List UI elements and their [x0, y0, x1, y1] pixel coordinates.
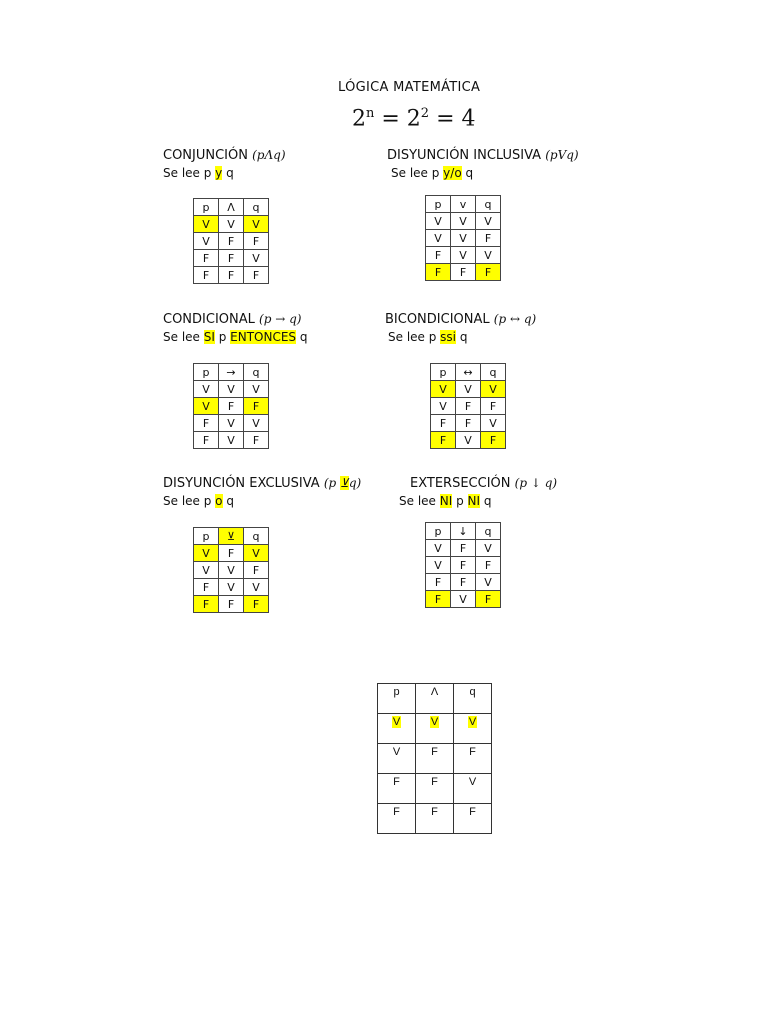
table-cell: V — [219, 579, 244, 596]
reading-prefix: Se lee p — [388, 330, 441, 344]
table-cell: F — [481, 432, 506, 449]
table-row — [378, 714, 492, 744]
cell-text: Λ — [430, 686, 439, 698]
table-cell: V — [244, 216, 269, 233]
table-cell: V — [456, 432, 481, 449]
table-cell: F — [244, 562, 269, 579]
table-cell — [416, 714, 454, 744]
table-row — [426, 264, 501, 281]
cell-text: F — [469, 806, 476, 818]
disyuncion-inclusiva-symbol: (pVq) — [545, 148, 579, 162]
table-cell: V — [426, 230, 451, 247]
table-cell — [454, 714, 492, 744]
page-title: LÓGICA MATEMÁTICA — [338, 80, 481, 95]
table-cell: p — [194, 528, 219, 545]
reading-mid: p — [214, 330, 231, 344]
table-row — [378, 804, 492, 834]
table-cell — [454, 684, 492, 714]
table-row — [194, 545, 269, 562]
table-cell: F — [219, 233, 244, 250]
reading-suffix: q — [461, 166, 474, 180]
table-cell: F — [219, 545, 244, 562]
table-cell: p — [194, 364, 219, 381]
table-cell: F — [194, 267, 219, 284]
table-cell: V — [244, 545, 269, 562]
bicondicional-reading — [388, 330, 467, 344]
table-cell: F — [456, 415, 481, 432]
table-cell: p — [426, 196, 451, 213]
table-row — [431, 415, 506, 432]
symbol-suffix: q) — [348, 476, 362, 490]
cell-text: p — [393, 686, 400, 698]
disyuncion-exclusiva-title — [163, 476, 361, 491]
bottom-truth-table — [377, 683, 492, 834]
table-cell: V — [481, 381, 506, 398]
cell-text: F — [431, 746, 438, 758]
table-cell: F — [456, 398, 481, 415]
table-cell: V — [194, 562, 219, 579]
table-cell — [454, 744, 492, 774]
table-cell: V — [219, 381, 244, 398]
table-cell: V — [219, 415, 244, 432]
table-cell — [378, 804, 416, 834]
disyuncion-inclusiva-name: DISYUNCIÓN INCLUSIVA — [387, 148, 542, 163]
table-cell: F — [194, 579, 219, 596]
reading-suffix: q — [222, 494, 234, 508]
disyuncion-exclusiva-symbol — [324, 476, 361, 490]
table-cell: V — [451, 247, 476, 264]
table-cell: ↓ — [451, 523, 476, 540]
table-cell: Λ — [219, 199, 244, 216]
table-cell — [378, 774, 416, 804]
extersecion-symbol: (p ↓ q) — [514, 476, 558, 490]
formula-exp-n: n — [366, 106, 375, 121]
condicional-reading — [163, 330, 307, 344]
table-cell: p — [426, 523, 451, 540]
table-cell: V — [431, 381, 456, 398]
table-row — [194, 579, 269, 596]
reading-suffix: q — [456, 330, 468, 344]
table-cell: V — [244, 415, 269, 432]
table-cell: → — [219, 364, 244, 381]
table-row — [194, 432, 269, 449]
bicondicional-title — [385, 312, 536, 327]
extersecion-name: EXTERSECCIÓN — [410, 476, 511, 491]
table-header-row — [431, 364, 506, 381]
cell-text: V — [430, 716, 439, 728]
reading-suffix: q — [222, 166, 234, 180]
formula-eq1: = 2 — [374, 106, 421, 132]
table-cell: V — [194, 381, 219, 398]
table-row — [194, 415, 269, 432]
table-cell: F — [194, 432, 219, 449]
table-cell: V — [219, 216, 244, 233]
table-cell: F — [476, 591, 501, 608]
table-cell: p — [431, 364, 456, 381]
table-cell: ↔ — [456, 364, 481, 381]
reading-suffix: q — [480, 494, 492, 508]
table-cell: V — [244, 579, 269, 596]
disyuncion-inclusiva-reading — [391, 166, 473, 180]
conjuncion-title — [163, 148, 286, 163]
table-cell: V — [244, 250, 269, 267]
conjuncion-reading — [163, 166, 234, 180]
condicional-symbol: (p → q) — [259, 312, 302, 326]
table-cell — [454, 774, 492, 804]
table-row — [426, 213, 501, 230]
table-cell: F — [219, 398, 244, 415]
table-cell: F — [451, 264, 476, 281]
table-cell: ⊻ — [219, 528, 244, 545]
conjuncion-truth-table — [193, 198, 269, 284]
table-header-row — [194, 199, 269, 216]
reading-highlight: NI — [439, 494, 453, 508]
cell-text: V — [392, 716, 401, 728]
table-cell — [416, 804, 454, 834]
table-cell — [416, 774, 454, 804]
table-cell: V — [194, 216, 219, 233]
table-cell: V — [451, 213, 476, 230]
disyuncion-inclusiva-title — [387, 148, 579, 163]
table-cell: V — [476, 540, 501, 557]
formula — [352, 106, 476, 131]
cell-text: F — [431, 806, 438, 818]
cell-text: V — [392, 746, 401, 758]
disyuncion-exclusiva-truth-table — [193, 527, 269, 613]
table-cell: F — [194, 250, 219, 267]
table-row — [426, 540, 501, 557]
formula-exp-2: 2 — [420, 106, 430, 121]
reading-highlight: SI — [203, 330, 215, 344]
table-cell: V — [219, 562, 244, 579]
table-cell: F — [244, 398, 269, 415]
cell-text: F — [469, 746, 476, 758]
table-cell: q — [476, 523, 501, 540]
cell-text: q — [469, 686, 476, 698]
table-cell: V — [451, 230, 476, 247]
table-row — [378, 774, 492, 804]
table-cell — [378, 684, 416, 714]
table-cell: q — [244, 199, 269, 216]
table-row — [426, 574, 501, 591]
table-cell: V — [194, 398, 219, 415]
table-row — [426, 557, 501, 574]
table-cell: V — [476, 247, 501, 264]
bicondicional-name: BICONDICIONAL — [385, 312, 490, 327]
table-cell: F — [219, 267, 244, 284]
table-cell: q — [476, 196, 501, 213]
table-row — [194, 562, 269, 579]
table-row — [194, 233, 269, 250]
table-cell: F — [451, 557, 476, 574]
disyuncion-exclusiva-reading — [163, 494, 234, 508]
table-cell — [416, 744, 454, 774]
table-row — [194, 216, 269, 233]
table-cell: V — [194, 545, 219, 562]
reading-prefix: Se lee — [163, 330, 204, 344]
table-cell: v — [451, 196, 476, 213]
table-cell: q — [481, 364, 506, 381]
cell-text: V — [468, 716, 477, 728]
table-cell: F — [194, 415, 219, 432]
symbol-prefix: (p — [323, 476, 341, 490]
table-row — [431, 432, 506, 449]
table-row — [194, 267, 269, 284]
reading-mid: p — [452, 494, 468, 508]
table-cell: V — [431, 398, 456, 415]
cell-text: F — [393, 776, 400, 788]
table-cell: V — [481, 415, 506, 432]
table-cell: F — [476, 230, 501, 247]
table-cell: F — [426, 247, 451, 264]
reading-highlight: y/o — [443, 166, 462, 180]
reading-highlight-2: ENTONCES — [230, 330, 297, 344]
table-cell: F — [244, 267, 269, 284]
table-cell: V — [219, 432, 244, 449]
table-cell — [416, 684, 454, 714]
table-cell: F — [244, 596, 269, 613]
table-row — [378, 744, 492, 774]
reading-prefix: Se lee p — [391, 166, 444, 180]
reading-highlight: ssi — [440, 330, 457, 344]
table-cell: V — [426, 213, 451, 230]
conjuncion-name: CONJUNCIÓN — [163, 148, 248, 163]
reading-highlight: y — [215, 166, 223, 180]
table-cell: F — [476, 557, 501, 574]
table-row — [194, 398, 269, 415]
table-cell: F — [219, 596, 244, 613]
table-cell: F — [481, 398, 506, 415]
table-cell: V — [244, 381, 269, 398]
table-cell — [378, 714, 416, 744]
table-header-row — [378, 684, 492, 714]
condicional-truth-table — [193, 363, 269, 449]
table-row — [194, 596, 269, 613]
formula-base: 2 — [352, 106, 366, 132]
condicional-title — [163, 312, 301, 327]
condicional-name: CONDICIONAL — [163, 312, 255, 327]
disyuncion-exclusiva-name: DISYUNCIÓN EXCLUSIVA — [163, 476, 320, 491]
table-row — [194, 250, 269, 267]
table-cell: F — [244, 432, 269, 449]
table-cell: F — [426, 591, 451, 608]
table-row — [426, 230, 501, 247]
table-cell: V — [476, 213, 501, 230]
table-cell: p — [194, 199, 219, 216]
table-cell — [454, 804, 492, 834]
table-header-row — [426, 196, 501, 213]
table-cell: F — [451, 574, 476, 591]
table-row — [431, 381, 506, 398]
table-cell: F — [194, 596, 219, 613]
reading-highlight-2: NI — [467, 494, 481, 508]
bicondicional-symbol: (p ↔ q) — [493, 312, 537, 326]
table-cell: V — [476, 574, 501, 591]
bicondicional-truth-table — [430, 363, 506, 449]
table-cell: F — [219, 250, 244, 267]
table-cell: F — [426, 264, 451, 281]
table-cell: V — [194, 233, 219, 250]
table-cell — [378, 744, 416, 774]
table-header-row — [426, 523, 501, 540]
table-cell: V — [451, 591, 476, 608]
extersecion-truth-table — [425, 522, 501, 608]
table-header-row — [194, 528, 269, 545]
disyuncion-inclusiva-truth-table — [425, 195, 501, 281]
extersecion-reading — [399, 494, 491, 508]
extersecion-title — [410, 476, 557, 491]
conjuncion-symbol: (pΛq) — [252, 148, 286, 162]
reading-highlight: o — [215, 494, 223, 508]
cell-text: F — [393, 806, 400, 818]
table-cell: V — [456, 381, 481, 398]
table-cell: q — [244, 528, 269, 545]
table-cell: F — [476, 264, 501, 281]
table-cell: F — [431, 432, 456, 449]
table-cell: F — [451, 540, 476, 557]
reading-prefix: Se lee p — [163, 166, 216, 180]
reading-prefix: Se lee — [399, 494, 440, 508]
table-cell: V — [426, 540, 451, 557]
reading-suffix: q — [296, 330, 308, 344]
reading-prefix: Se lee p — [163, 494, 216, 508]
table-header-row — [194, 364, 269, 381]
symbol-highlight: ⊻ — [340, 476, 349, 490]
formula-eq2: = 4 — [429, 106, 476, 132]
table-row — [426, 247, 501, 264]
table-row — [194, 381, 269, 398]
table-cell: F — [431, 415, 456, 432]
table-cell: q — [244, 364, 269, 381]
table-row — [426, 591, 501, 608]
table-row — [431, 398, 506, 415]
table-cell: F — [244, 233, 269, 250]
cell-text: F — [431, 776, 438, 788]
table-cell: V — [426, 557, 451, 574]
cell-text: V — [468, 776, 477, 788]
table-cell: F — [426, 574, 451, 591]
